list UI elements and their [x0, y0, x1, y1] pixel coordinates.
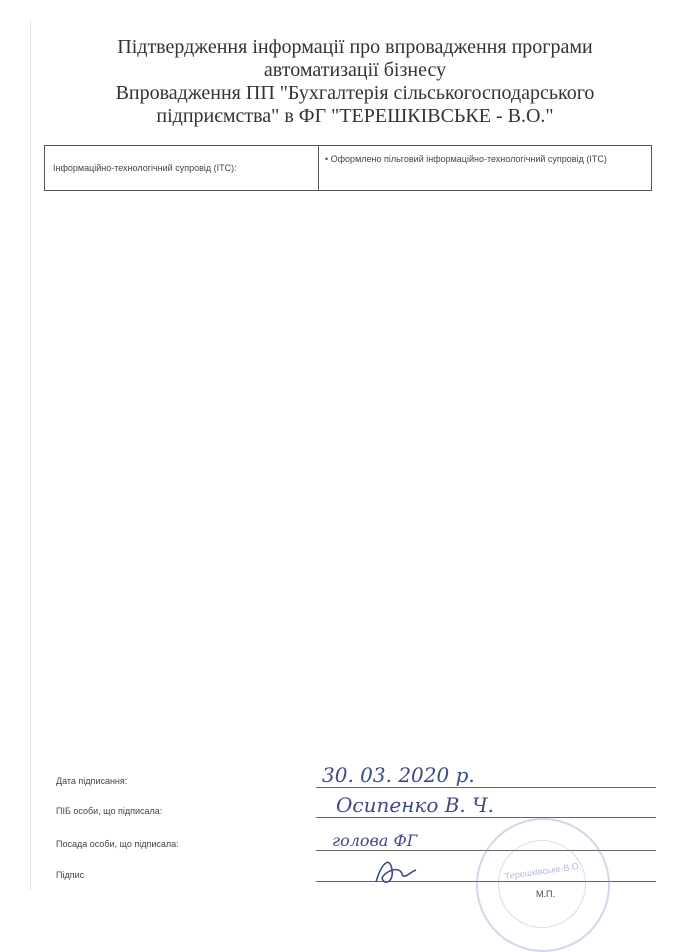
name-label: ПІБ особи, що підписала:: [56, 806, 163, 816]
page-edge-line: [30, 20, 31, 890]
official-stamp: [476, 818, 610, 952]
its-label: Інформаційно-технологічний супровід (ІТС):: [45, 146, 319, 190]
position-handwritten: голова ФГ: [332, 831, 418, 850]
stamp-inner-ring: [498, 840, 586, 928]
handwritten-signature: [372, 852, 422, 888]
name-row: [56, 790, 656, 820]
its-value: • Оформлено пільговий інформаційно-технологічний супровід (ІТС): [325, 154, 607, 164]
name-line: [316, 817, 656, 818]
date-handwritten: 30. 03. 2020 р.: [322, 763, 475, 787]
position-label: Посада особи, що підписала:: [56, 839, 179, 849]
title-line-2: автоматизації бізнесу: [263, 59, 447, 81]
date-line: [316, 787, 656, 788]
document-title: [60, 36, 650, 128]
title-line-1: Підтвердження інформації про впровадження програми: [117, 36, 593, 58]
title-line-4: підприємства" в ФГ "ТЕРЕШКІВСЬКЕ - В.О.": [156, 105, 554, 127]
mp-label: М.П.: [536, 889, 555, 899]
date-row: [56, 760, 656, 790]
date-label: Дата підписання:: [56, 776, 128, 786]
its-table: [44, 145, 652, 191]
name-handwritten: Осипенко В. Ч.: [336, 793, 494, 817]
title-line-3: Впровадження ПП "Бухгалтерія сільськогосподарського: [115, 82, 595, 104]
signature-label: Підпис: [56, 870, 85, 880]
stamp-text: Терешківське-В.О.: [504, 860, 582, 882]
